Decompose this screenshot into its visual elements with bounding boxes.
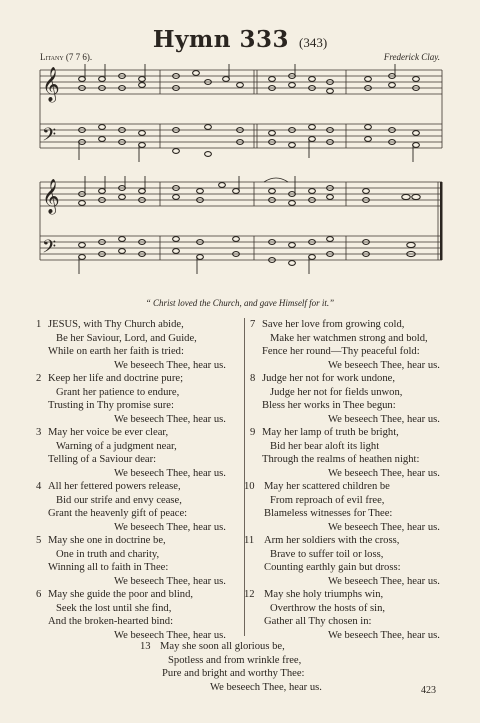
- hymn-title: Hymn 333: [152, 26, 289, 53]
- stanza-3: [36, 426, 254, 480]
- refrain-line: We beseech Thee, hear us.: [328, 359, 440, 371]
- refrain-line: We beseech Thee, hear us.: [114, 467, 226, 479]
- music-score-2: [36, 176, 446, 276]
- verse-line: May she guide the poor and blind,: [48, 589, 194, 600]
- stanza-number: 4: [36, 481, 42, 492]
- refrain-line: We beseech Thee, hear us.: [328, 521, 440, 533]
- verse-line: From reproach of evil free,: [270, 494, 385, 506]
- verse-line: Fence her round—Thy peaceful fold:: [262, 346, 420, 357]
- verse-line: Winning all to faith in Thee:: [48, 562, 169, 573]
- stanza-number: 8: [250, 373, 256, 384]
- stanza-10: [244, 480, 462, 534]
- verse-line: Blameless witnesses for Thee:: [264, 508, 393, 519]
- stanza-1: [36, 318, 254, 372]
- verse-line: Make her watchmen strong and bold,: [270, 332, 428, 344]
- verse-line: May her lamp of truth be bright,: [262, 427, 399, 438]
- refrain-line: We beseech Thee, hear us.: [114, 359, 226, 371]
- verse-line: May her voice be ever clear,: [48, 427, 169, 438]
- verse-line: Pure and bright and worthy Thee:: [162, 668, 305, 679]
- verse-line: Telling of a Saviour dear:: [48, 454, 157, 465]
- stanza-12: [244, 588, 462, 642]
- stanza-9: [250, 426, 468, 480]
- refrain-line: We beseech Thee, hear us.: [328, 575, 440, 587]
- verse-line: May she soon all glorious be,: [160, 641, 285, 652]
- verse-line: Be her Saviour, Lord, and Guide,: [56, 332, 197, 344]
- verse-line: Bless her works in Thee begun:: [262, 400, 396, 411]
- verse-line: Grant her patience to endure,: [56, 386, 180, 398]
- verse-line: Bid our strife and envy cease,: [56, 494, 182, 506]
- stanza-number: 13: [140, 641, 151, 652]
- stanza-number: 7: [250, 319, 256, 330]
- page-number: 423: [421, 685, 436, 696]
- refrain-line: We beseech Thee, hear us.: [210, 681, 322, 693]
- stanza-5: [36, 534, 254, 588]
- refrain-line: We beseech Thee, hear us.: [328, 413, 440, 425]
- verse-line: Warning of a judgment near,: [56, 440, 177, 452]
- stanza-number: 12: [244, 589, 255, 600]
- stanza-number: 5: [36, 535, 42, 546]
- stanza-2: [36, 372, 254, 426]
- verse-line: Judge her not for work undone,: [262, 373, 395, 384]
- verse-line: Spotless and from wrinkle free,: [168, 654, 302, 666]
- music-score-1: [36, 64, 446, 164]
- verse-line: Counting earthly gain but dross:: [264, 562, 401, 573]
- verse-line: Brave to suffer toil or loss,: [270, 548, 384, 560]
- hymn-alt-number: (343): [299, 35, 328, 50]
- stanza-number: 11: [244, 535, 255, 546]
- music-system-2: [36, 176, 446, 276]
- stanza-6: [36, 588, 254, 642]
- refrain-line: We beseech Thee, hear us.: [114, 521, 226, 533]
- verse-line: Judge her not for fields unwon,: [270, 386, 403, 398]
- music-system-1: [36, 64, 446, 164]
- epigraph: “ Christ loved the Church, and gave Himself for it.”: [145, 298, 335, 308]
- stanza-number: 1: [36, 319, 42, 330]
- stanza-number: 9: [250, 427, 256, 438]
- verse-line: Save her love from growing cold,: [262, 319, 405, 330]
- verse-line: JESUS, with Thy Church abide,: [48, 319, 184, 330]
- stanza-number: 2: [36, 373, 42, 384]
- hymn-heading: [0, 26, 480, 53]
- svg-text:𝄞: 𝄞: [42, 67, 60, 102]
- stanza-number: 6: [36, 589, 42, 600]
- svg-text:𝄞: 𝄞: [42, 179, 60, 214]
- verse-line: Grant the heavenly gift of peace:: [48, 508, 188, 519]
- svg-text:𝄢: 𝄢: [42, 125, 57, 150]
- stanza-13: [140, 640, 370, 694]
- verse-line: Bid her bear aloft its light: [270, 440, 380, 452]
- verse-line: One in truth and charity,: [56, 548, 160, 560]
- stanza-8: [250, 372, 468, 426]
- stanza-number: 3: [36, 427, 42, 438]
- svg-text:𝄢: 𝄢: [42, 237, 57, 262]
- refrain-line: We beseech Thee, hear us.: [114, 413, 226, 425]
- stanza-number: 10: [244, 481, 255, 492]
- verse-line: Arm her soldiers with the cross,: [264, 535, 400, 546]
- composer-name: Frederick Clay.: [383, 52, 440, 62]
- tune-name: Litany (7 7 6).: [40, 52, 93, 62]
- verse-line: Overthrow the hosts of sin,: [270, 602, 386, 614]
- verse-line: May she one in doctrine be,: [48, 535, 166, 546]
- refrain-line: We beseech Thee, hear us.: [328, 629, 440, 641]
- verse-line: Gather all Thy chosen in:: [264, 616, 372, 627]
- verse-line: Seek the lost until she find,: [56, 602, 172, 614]
- verse-line: Trusting in Thy promise sure:: [48, 400, 174, 411]
- verse-line: May she holy triumphs win,: [264, 589, 384, 600]
- verse-line: And the broken-hearted bind:: [48, 616, 174, 627]
- refrain-line: We beseech Thee, hear us.: [328, 467, 440, 479]
- refrain-line: We beseech Thee, hear us.: [114, 629, 226, 641]
- refrain-line: We beseech Thee, hear us.: [114, 575, 226, 587]
- verse-line: May her scattered children be: [264, 481, 390, 492]
- verse-line: Through the realms of heathen night:: [262, 454, 420, 465]
- stanza-7: [250, 318, 468, 372]
- verse-line: While on earth her faith is tried:: [48, 346, 184, 357]
- stanza-4: [36, 480, 254, 534]
- verse-line: All her fettered powers release,: [48, 481, 181, 492]
- verse-line: Keep her life and doctrine pure;: [48, 373, 184, 384]
- stanza-11: [244, 534, 462, 588]
